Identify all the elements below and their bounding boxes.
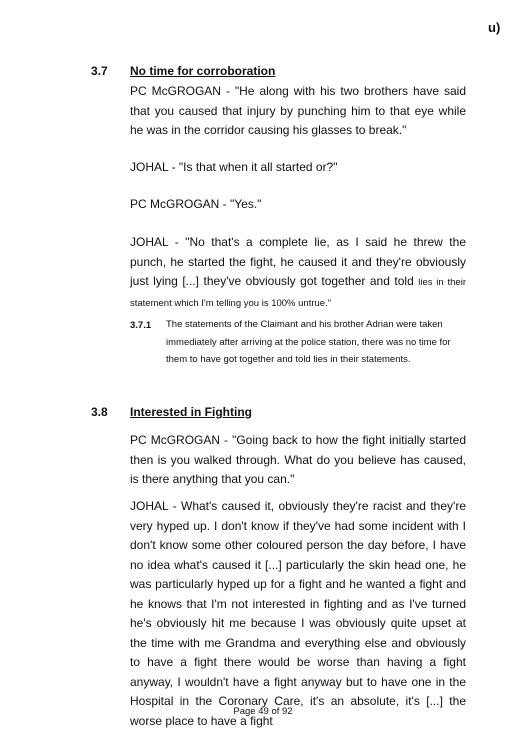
section-heading: Interested in Fighting <box>130 405 252 419</box>
page-footer: Page 49 of 92 <box>233 706 293 717</box>
paragraph: PC McGROGAN - "Going back to how the fight initially started then is you walked through. What do you believe has caused, is there anything that you can." <box>130 433 466 486</box>
paragraph: JOHAL - "Is that when it all started or?" <box>130 160 338 174</box>
section-number: 3.7 <box>91 64 108 78</box>
subsection-number: 3.7.1 <box>130 320 152 331</box>
paragraph <box>130 233 466 313</box>
paragraph: JOHAL - What's caused it, obviously they're racist and they're very hyped up. I don't know if they've had some incident with I don't know some other coloured person the day before, I have no idea what's caused it [...] particularly the skin head one, he was particularly hyped up for a fight and he wanted a fight and he knows that I'm not interested in fighting and as I've turned he's obviously hit me because I was obviously quite upset at the time with me Grandma and everything else and obviously to have a fight there would be worse than having a fight anyway, I wouldn't have a fight anyway but to have one in the Hospital in the Coronary Care, it's an absolute, it's [...] the worse place to have a fight <box>130 499 466 728</box>
paragraph: PC McGROGAN - "He along with his two brothers have said that you caused that injury by punching him to that eye while he was in the corridor causing his glasses to break." <box>130 84 466 137</box>
paragraph: PC McGROGAN - "Yes." <box>130 197 262 211</box>
paragraph-text: JOHAL - "No that's a complete lie, as I said he threw the punch, he started the fight, he caused it and they're obviously just lying [...] they've obviously got together and told <box>130 235 466 288</box>
section-number: 3.8 <box>91 405 108 419</box>
subsection-paragraph: The statements of the Claimant and his brother Adrian were taken immediately after arriving at the police station, there was no time for them to have got together and told lies in their statements. <box>166 319 451 365</box>
section-heading: No time for corroboration <box>130 64 276 78</box>
paragraph-small-text: lies in their statement which I'm telling you is 100% untrue." <box>130 277 466 309</box>
corner-mark: u) <box>488 20 501 35</box>
